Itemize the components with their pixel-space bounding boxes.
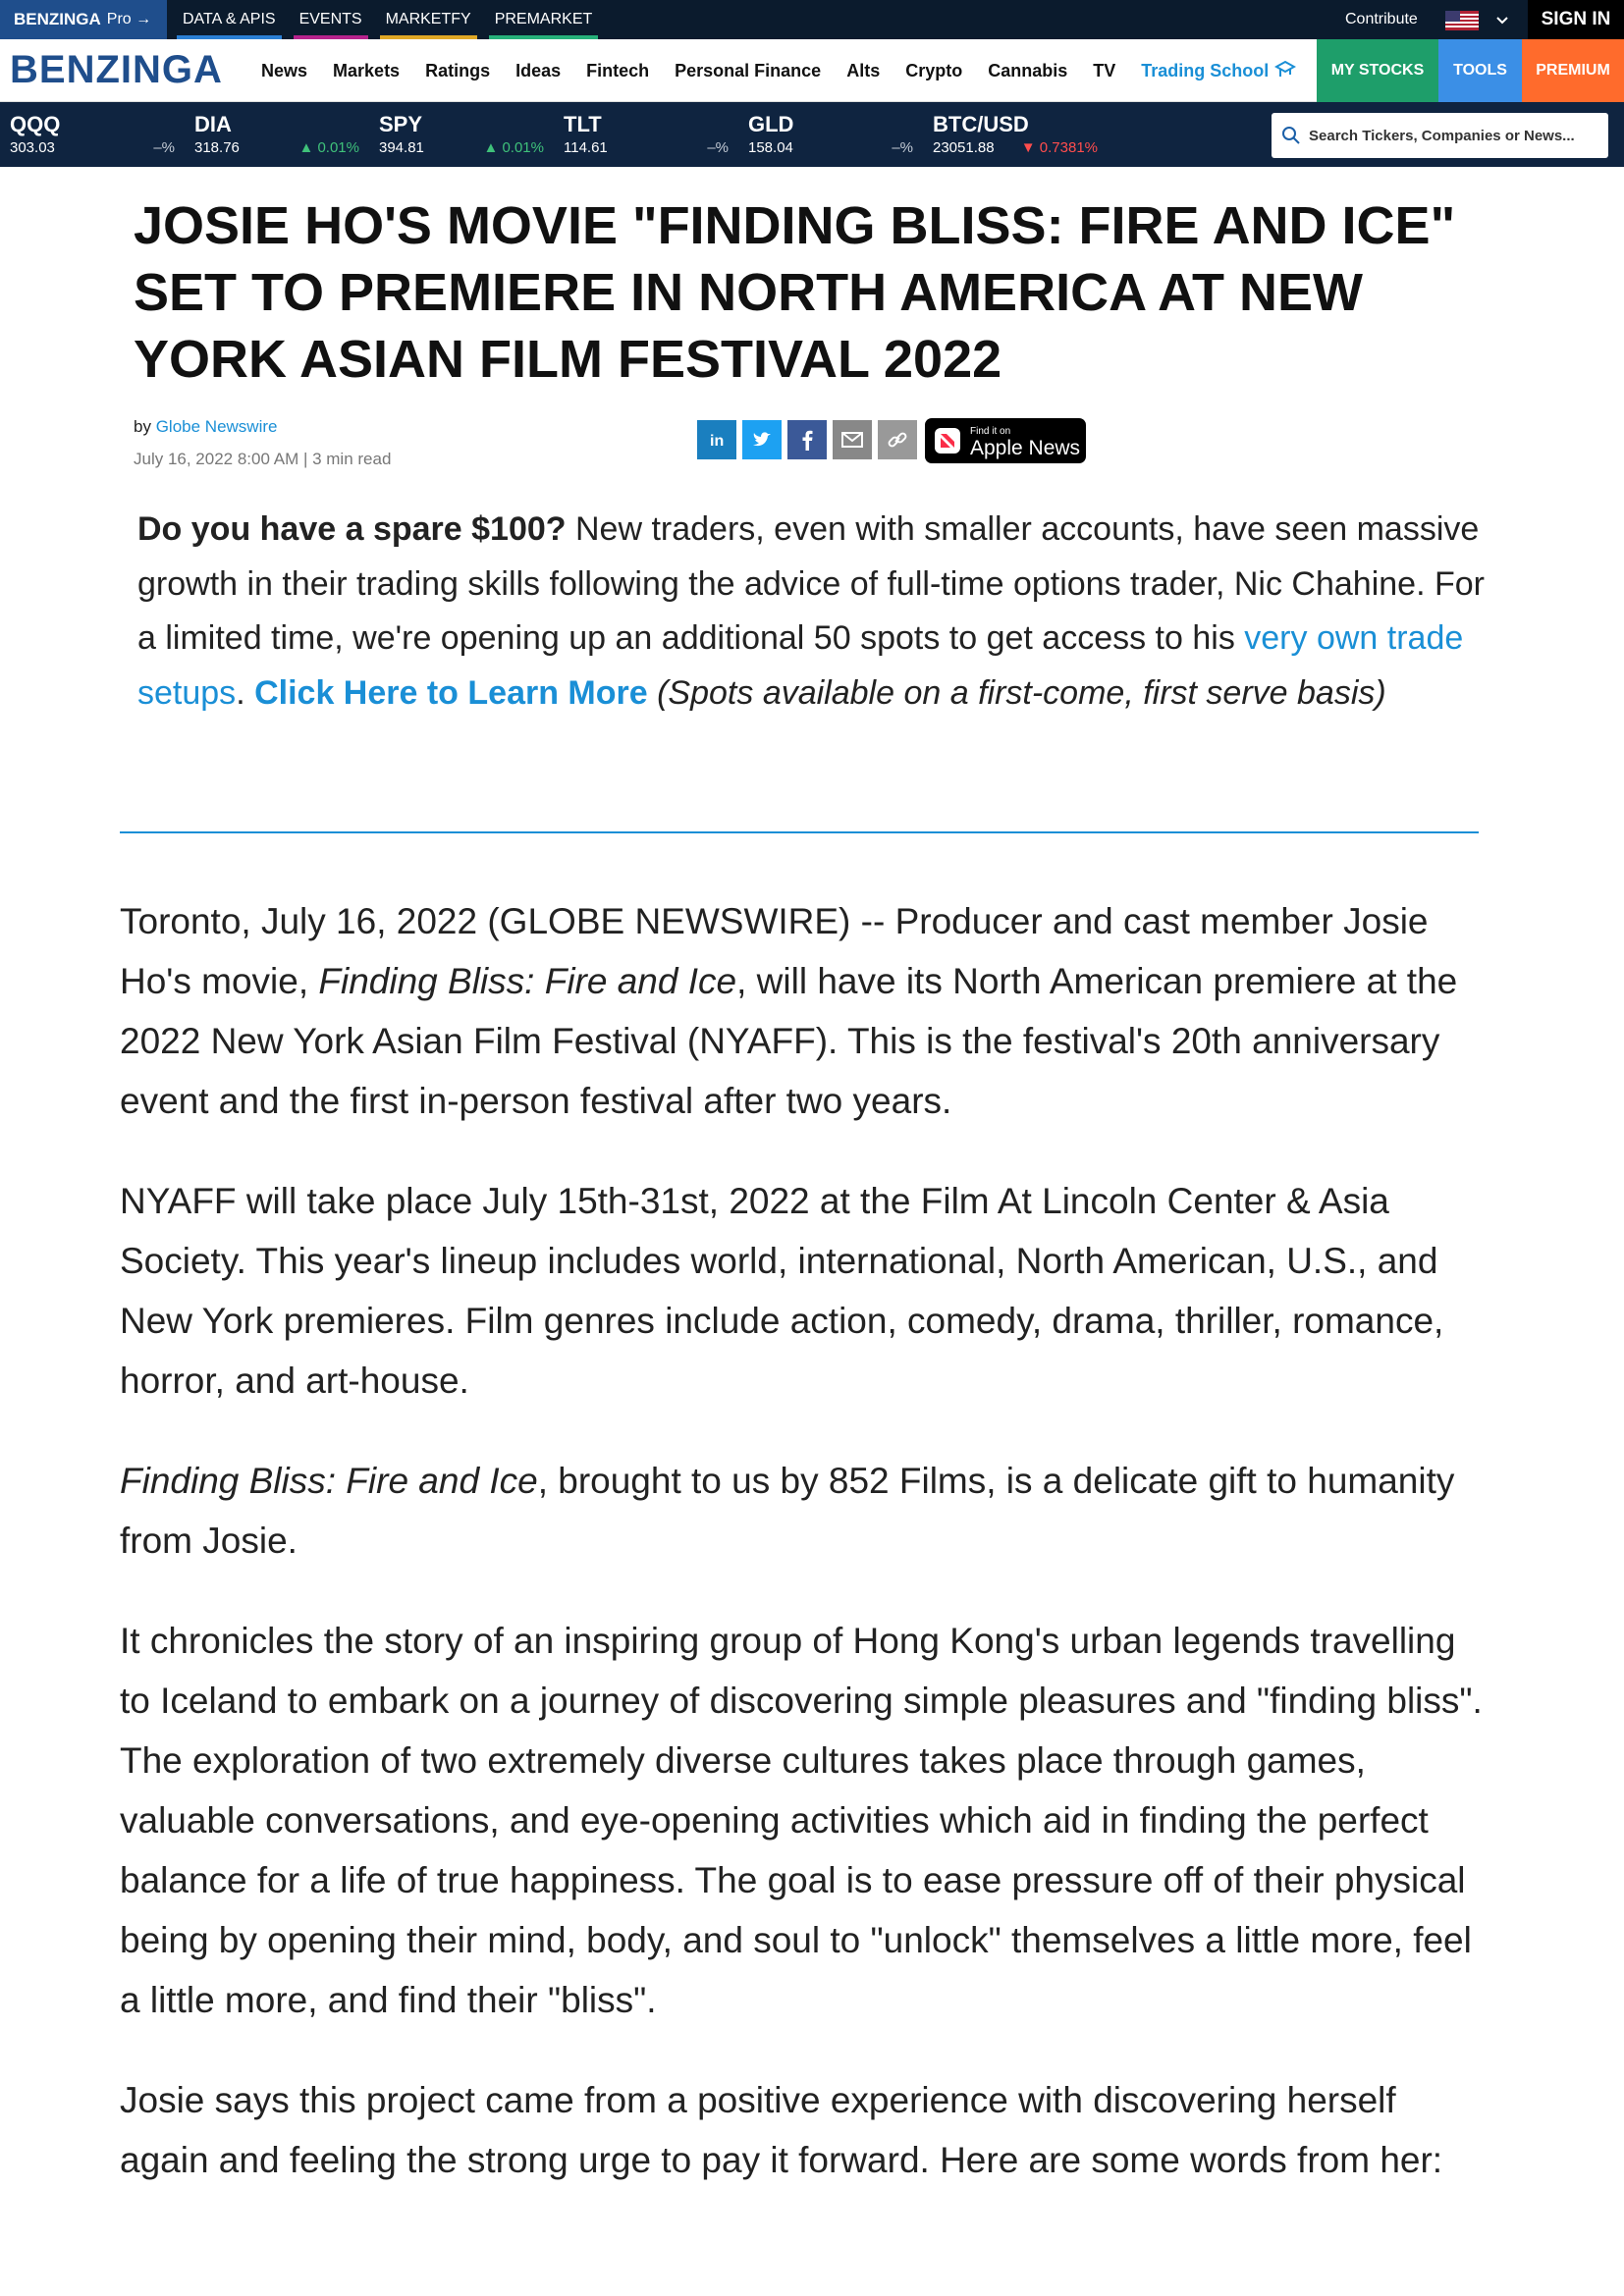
nav-tv[interactable]: TV bbox=[1093, 60, 1116, 80]
film-title: Finding Bliss: Fire and Ice bbox=[120, 1461, 538, 1501]
ticker-change-value: 0.01% bbox=[502, 139, 544, 156]
ticker-price: 303.03 bbox=[10, 139, 55, 156]
paragraph-4: It chronicles the story of an inspiring group of Hong Kong's urban legends travelling to Iceland to embark on a journey of discovering simple pleasures and "finding bliss". The exploration of two extremely diverse cultures takes place through games, valuable conversations, and eye-opening activities which aid in finding the perfect balance for a life of true happiness. The goal is to ease pressure off of their physical being by opening their mind, body, and soul to "unlock" themselves a little more, feel a little more, and find their "bliss". bbox=[120, 1621, 1483, 2020]
twitter-share-button[interactable] bbox=[742, 420, 782, 459]
benzinga-logo[interactable]: BENZINGA bbox=[10, 48, 223, 91]
main-nav bbox=[0, 39, 1624, 102]
ticker-change: ▲ 0.01% bbox=[298, 139, 359, 156]
svg-text:in: in bbox=[710, 433, 725, 450]
topnav-label: DATA & APIS bbox=[183, 11, 276, 27]
my-stocks-button[interactable]: MY STOCKS bbox=[1317, 39, 1438, 102]
ticker-price: 158.04 bbox=[748, 139, 793, 156]
nav-links bbox=[261, 39, 1296, 102]
paragraph-3 bbox=[120, 1451, 1494, 1571]
ticker-price: 394.81 bbox=[379, 139, 424, 156]
ticker-change: ▼ 0.7381% bbox=[1020, 139, 1098, 156]
ticker-symbol: DIA bbox=[194, 112, 232, 136]
ticker-change: ▲ 0.01% bbox=[483, 139, 544, 156]
search-icon bbox=[1281, 126, 1301, 145]
ticker-qqq[interactable] bbox=[0, 102, 185, 167]
nav-alts[interactable]: Alts bbox=[846, 60, 881, 80]
link-icon bbox=[887, 429, 908, 451]
facebook-icon bbox=[800, 429, 814, 451]
ticker-price: 114.61 bbox=[564, 139, 608, 156]
linkedin-icon bbox=[707, 430, 727, 450]
twitter-icon bbox=[751, 430, 773, 450]
divider bbox=[120, 831, 1479, 833]
apple-news-small: Find it on bbox=[970, 426, 1011, 437]
premium-button[interactable]: PREMIUM bbox=[1522, 39, 1624, 102]
search-input[interactable] bbox=[1309, 128, 1603, 144]
chevron-down-icon[interactable] bbox=[1492, 10, 1512, 29]
ticker-gld[interactable] bbox=[738, 102, 923, 167]
ticker-change: –% bbox=[892, 139, 913, 156]
byline bbox=[134, 417, 277, 437]
topnav-marketfy[interactable] bbox=[380, 0, 477, 39]
benzinga-pro-button[interactable] bbox=[0, 0, 167, 39]
sign-in-button[interactable]: SIGN IN bbox=[1528, 0, 1624, 39]
facebook-share-button[interactable] bbox=[787, 420, 827, 459]
promo-period: . bbox=[236, 673, 255, 712]
ticker-symbol: GLD bbox=[748, 112, 794, 136]
paragraph-2: NYAFF will take place July 15th-31st, 2022 at the Film At Lincoln Center & Asia Society. This year's lineup includes world, international, North American, U.S., and New York premieres. Film genres include action, comedy, drama, thriller, romance, horror, and art-house. bbox=[120, 1181, 1444, 1401]
us-flag-icon[interactable] bbox=[1445, 11, 1479, 30]
ticker-tlt[interactable] bbox=[554, 102, 738, 167]
tools-button[interactable]: TOOLS bbox=[1438, 39, 1522, 102]
ticker-change: –% bbox=[707, 139, 729, 156]
graduation-cap-icon bbox=[1274, 59, 1296, 82]
copy-link-button[interactable] bbox=[878, 420, 917, 459]
ticker-symbol: TLT bbox=[564, 112, 602, 136]
promo-bold: Do you have a spare $100? bbox=[137, 510, 567, 548]
top-utility-bar bbox=[0, 0, 1624, 39]
p3-text: , brought to us by 852 Films, is a delicate gift to humanity from Josie. bbox=[120, 1461, 1455, 1561]
pro-sub: Pro → bbox=[106, 11, 152, 27]
topnav-label: PREMARKET bbox=[494, 11, 593, 27]
topnav-data-apis[interactable] bbox=[177, 0, 282, 39]
topnav-label: EVENTS bbox=[298, 11, 362, 27]
film-title: Finding Bliss: Fire and Ice bbox=[318, 961, 737, 1001]
ticker-change-value: 0.01% bbox=[317, 139, 359, 156]
p1-text-end: , will have its North American premiere at the 2022 New York Asian Film Festival (NYAFF). This is the festival's 20th anniversary event and the first in-person festival after two years. bbox=[120, 961, 1458, 1121]
topnav-events[interactable] bbox=[294, 0, 368, 39]
nav-news[interactable]: News bbox=[261, 60, 308, 80]
nav-markets[interactable]: Markets bbox=[333, 60, 401, 80]
promo-italic: (Spots available on a first-come, first serve basis) bbox=[647, 673, 1386, 712]
top-nav bbox=[177, 0, 610, 39]
ticker-spy[interactable] bbox=[369, 102, 554, 167]
nav-crypto[interactable]: Crypto bbox=[905, 60, 963, 80]
ticker-price: 318.76 bbox=[194, 139, 240, 156]
apple-news-label: Apple News bbox=[970, 437, 1081, 459]
learn-more-link[interactable]: Click Here to Learn More bbox=[254, 673, 648, 712]
topnav-premarket[interactable] bbox=[489, 0, 599, 39]
ticker-symbol: BTC/USD bbox=[933, 112, 1029, 136]
pro-brand: BENZINGA bbox=[14, 10, 101, 28]
promo-block bbox=[137, 503, 1492, 721]
nav-cannabis[interactable]: Cannabis bbox=[988, 60, 1068, 80]
apple-news-icon bbox=[935, 428, 960, 454]
ticker-change-value: 0.7381% bbox=[1039, 139, 1098, 156]
apple-news-button[interactable] bbox=[925, 418, 1086, 463]
email-share-button[interactable] bbox=[833, 420, 872, 459]
paragraph-5: Josie says this project came from a positive experience with discovering herself again and feeling the strong urge to pay it forward. Here are some words from her: bbox=[120, 2080, 1443, 2180]
ticker-symbol: QQQ bbox=[10, 112, 61, 136]
author-link[interactable]: Globe Newswire bbox=[155, 417, 278, 436]
contribute-link[interactable]: Contribute bbox=[1345, 11, 1418, 27]
ticker-price: 23051.88 bbox=[933, 139, 995, 156]
promo-text: New traders, even with smaller accounts, have seen massive growth in their trading skills following the advice of full-time options trader, Nic Chahine. For a limited time, we're opening up an additional 50 spots to get access to his bbox=[137, 510, 1485, 657]
ticker-symbol: SPY bbox=[379, 112, 423, 136]
nav-ideas[interactable]: Ideas bbox=[515, 60, 562, 80]
search-box[interactable] bbox=[1272, 113, 1608, 158]
ticker-btc-usd[interactable] bbox=[923, 102, 1108, 167]
byline-prefix: by bbox=[134, 417, 151, 436]
paragraph-1 bbox=[120, 891, 1494, 1131]
article-headline: JOSIE HO'S MOVIE "FINDING BLISS: FIRE AND ICE" SET TO PREMIERE IN NORTH AMERICA AT NEW YORK ASIAN FILM FESTIVAL 2022 bbox=[134, 196, 1456, 389]
ticker-change: –% bbox=[153, 139, 175, 156]
share-buttons bbox=[697, 420, 917, 459]
nav-ratings[interactable]: Ratings bbox=[425, 60, 491, 80]
nav-personal-finance[interactable]: Personal Finance bbox=[675, 60, 822, 80]
nav-trading-school[interactable]: Trading School bbox=[1141, 60, 1270, 80]
nav-fintech[interactable]: Fintech bbox=[586, 60, 650, 80]
linkedin-share-button[interactable] bbox=[697, 420, 736, 459]
ticker-dia[interactable] bbox=[185, 102, 369, 167]
email-icon bbox=[841, 432, 863, 448]
publish-date: July 16, 2022 8:00 AM | 3 min read bbox=[134, 450, 392, 468]
trade-setups-link[interactable]: very own trade setups bbox=[137, 619, 1464, 712]
article-body bbox=[120, 891, 1494, 2230]
topnav-label: MARKETFY bbox=[385, 11, 471, 27]
p1-text: Toronto, July 16, 2022 (GLOBE NEWSWIRE) -- Producer and cast member Josie Ho's movie, bbox=[120, 901, 1429, 1001]
